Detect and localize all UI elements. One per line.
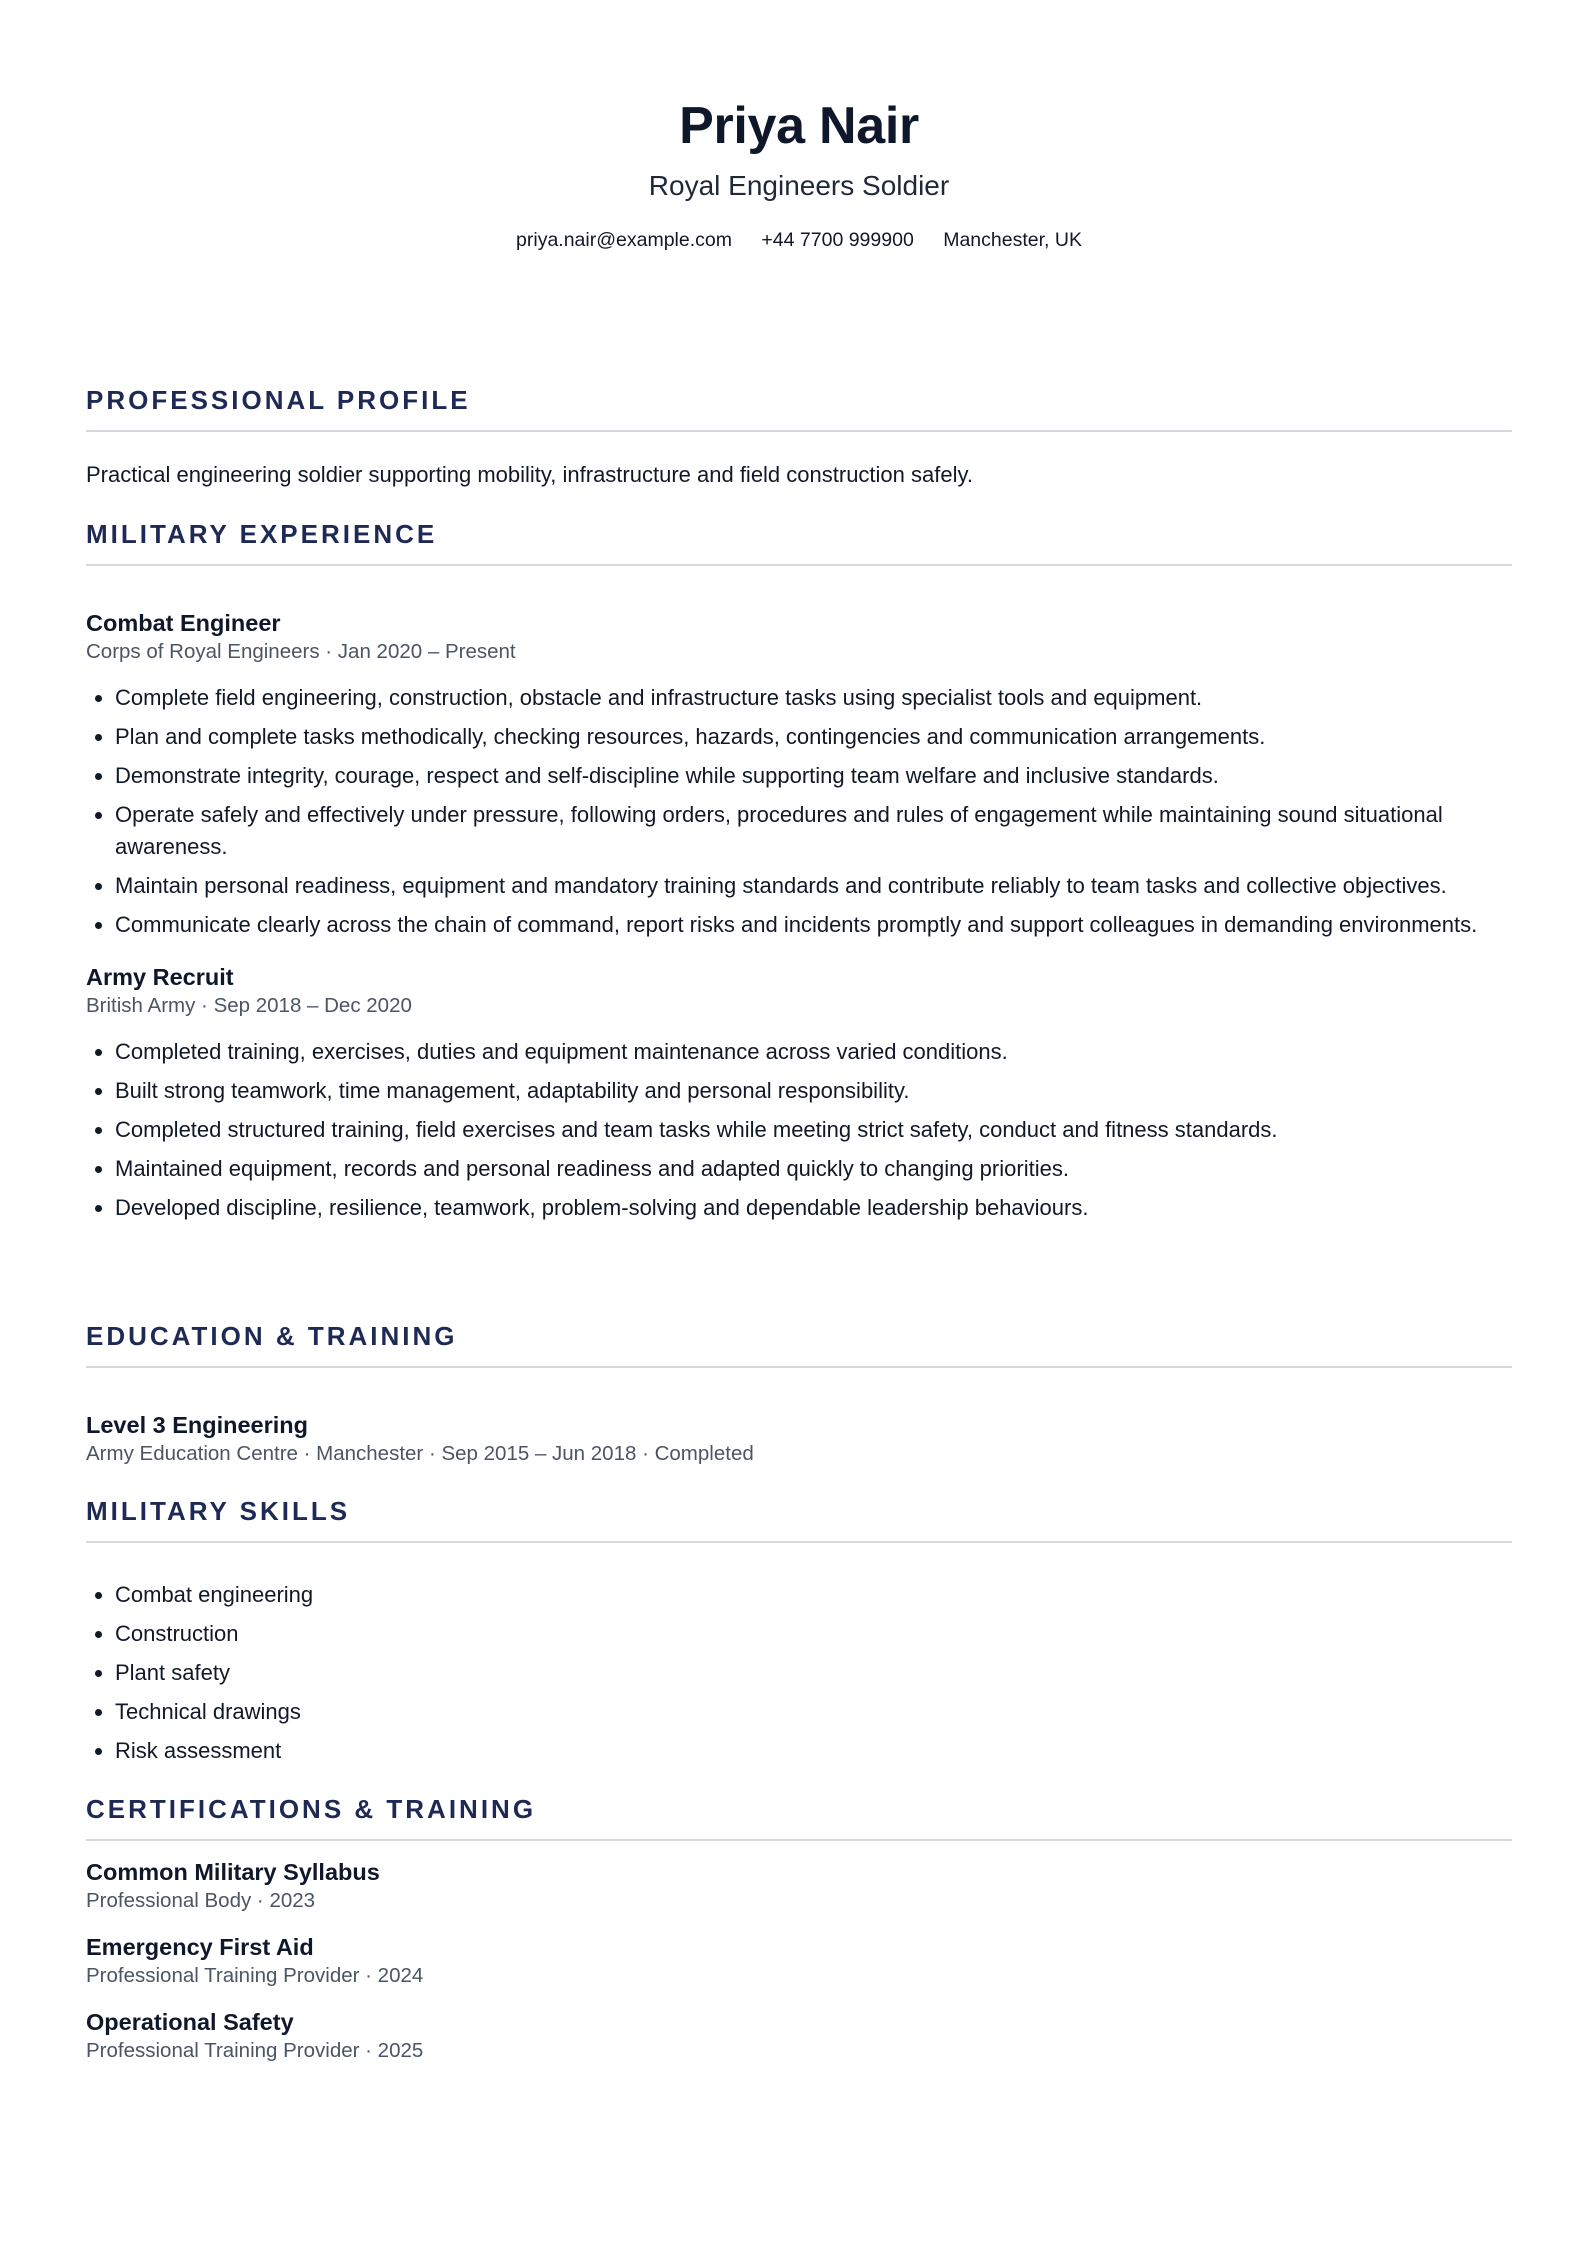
job-bullet: • Demonstrate integrity, courage, respect and self-discipline while supporting team welfare and inclusive standards. <box>115 760 1512 792</box>
experience-heading: MILITARY EXPERIENCE <box>86 517 1512 566</box>
job-bullet: • Maintained equipment, records and personal readiness and adapted quickly to changing priorities. <box>115 1153 1512 1185</box>
resume-page <box>86 0 1512 2062</box>
resume-header <box>86 0 1512 254</box>
skills-section <box>86 1494 1512 1774</box>
job-bullet: • Communicate clearly across the chain of command, report risks and incidents promptly and support colleagues in demanding environments. <box>115 909 1512 941</box>
skill-item: • Plant safety <box>115 1657 1512 1689</box>
cert-entry <box>86 1857 1512 1915</box>
certifications-heading: CERTIFICATIONS & TRAINING <box>86 1792 1512 1841</box>
cert-meta: Professional Training Provider · 2024 <box>86 1964 424 1987</box>
job-bullet: • Plan and complete tasks methodically, checking resources, hazards, contingencies and communication arrangements. <box>115 721 1512 753</box>
contact-email[interactable]: priya.nair@example.com <box>516 229 732 251</box>
job-bullets <box>86 682 1512 940</box>
education-meta: Army Education Centre · Manchester · Sep 2015 – Jun 2018 · Completed <box>86 1442 754 1465</box>
cert-title: Operational Safety <box>86 2009 294 2035</box>
education-heading: EDUCATION & TRAINING <box>86 1319 1512 1368</box>
profile-heading: PROFESSIONAL PROFILE <box>86 383 1512 432</box>
contact-phone[interactable]: +44 7700 999900 <box>761 229 914 251</box>
cert-meta: Professional Training Provider · 2025 <box>86 2039 424 2062</box>
skill-item: • Construction <box>115 1618 1512 1650</box>
job-bullet: • Completed structured training, field exercises and team tasks while meeting strict safety, conduct and fitness standards. <box>115 1114 1512 1146</box>
job-entry <box>86 608 1512 940</box>
education-entry <box>86 1410 1512 1468</box>
job-bullet: • Maintain personal readiness, equipment and mandatory training standards and contribute reliably to team tasks and collective objectives. <box>115 870 1512 902</box>
cert-entry <box>86 1932 1512 1990</box>
skills-list <box>86 1579 1512 1767</box>
education-section <box>86 1319 1512 1468</box>
job-entry <box>86 962 1512 1224</box>
job-meta: British Army · Sep 2018 – Dec 2020 <box>86 994 412 1017</box>
candidate-name: Priya Nair <box>679 97 919 155</box>
job-bullet: • Complete field engineering, construction, obstacle and infrastructure tasks using specialist tools and equipment. <box>115 682 1512 714</box>
skill-item: • Combat engineering <box>115 1579 1512 1611</box>
skill-item: • Technical drawings <box>115 1696 1512 1728</box>
skill-item: • Risk assessment <box>115 1735 1512 1767</box>
job-bullet: • Operate safely and effectively under pressure, following orders, procedures and rules of engagement while maintaining sound situational awareness. <box>115 799 1512 862</box>
job-bullet: • Completed training, exercises, duties and equipment maintenance across varied conditions. <box>115 1036 1512 1068</box>
contact-location: Manchester, UK <box>943 229 1082 251</box>
job-title: Army Recruit <box>86 964 234 990</box>
profile-section <box>86 383 1512 491</box>
experience-section <box>86 517 1512 1231</box>
cert-entry <box>86 2007 1512 2065</box>
certifications-section <box>86 1792 1512 2065</box>
job-title: Combat Engineer <box>86 610 281 636</box>
skills-heading: MILITARY SKILLS <box>86 1494 1512 1543</box>
contact-line <box>86 226 1512 254</box>
candidate-title: Royal Engineers Soldier <box>648 170 950 201</box>
education-title: Level 3 Engineering <box>86 1412 309 1438</box>
job-meta: Corps of Royal Engineers · Jan 2020 – Present <box>86 640 516 663</box>
profile-text: Practical engineering soldier supporting mobility, infrastructure and field construction safely. <box>86 462 973 487</box>
job-bullet: • Built strong teamwork, time management, adaptability and personal responsibility. <box>115 1075 1512 1107</box>
job-bullets <box>86 1036 1512 1224</box>
cert-title: Emergency First Aid <box>86 1934 314 1960</box>
cert-title: Common Military Syllabus <box>86 1859 380 1885</box>
job-bullet: • Developed discipline, resilience, teamwork, problem-solving and dependable leadership behaviours. <box>115 1192 1512 1224</box>
cert-meta: Professional Body · 2023 <box>86 1889 316 1912</box>
